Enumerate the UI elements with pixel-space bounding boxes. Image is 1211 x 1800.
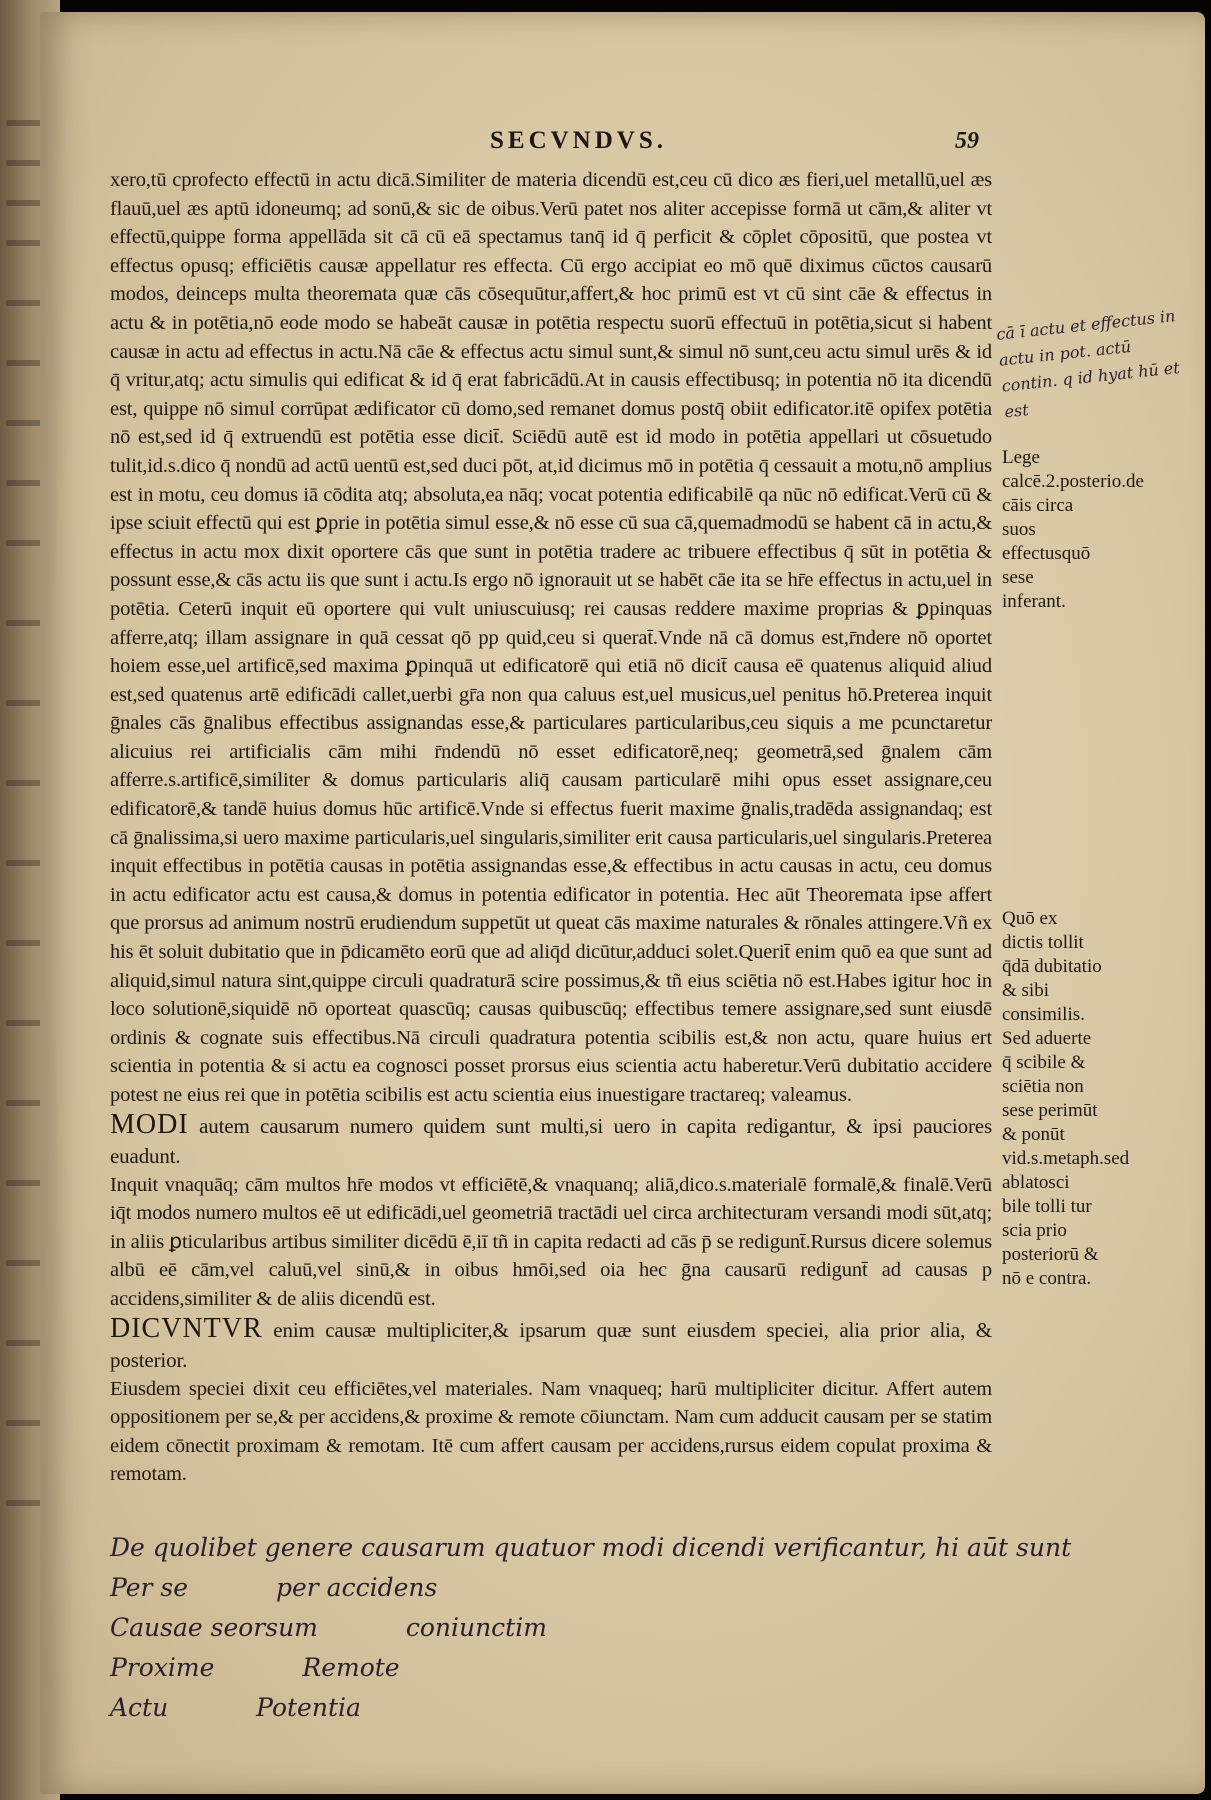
running-title: SECVNDVS. [490, 127, 668, 154]
commentary-paragraph-1: xero,tū cprofecto effectū in actu dicā.Similiter de materia dicendū est,ceu cū dico æs fieri,uel metallū,uel æs flauū,uel æs aptū idoneumq; ad sonū,& sic de oibus.Verū patet nos aliter accepisse formā ut cām,& aliter vt effectū,quippe forma appellāda sit cā cū eā spectamus tanq̄ id q̄ perficit & cōplet cōpositū, que postea vt effectus opusq; efficiētis causæ appellatur res effecta. Cū ergo accipiat eo mō quē diximus cūctos causarū modos, deinceps multa theoremata quæ cās cōsequūtur,affert,& hoc primū est vt cū sint cāe & effectus in actu & in potētia,nō eode modo se habeāt causæ in potētia respectu suorū effectuū in potētia,sicut si habent causæ in actu ad effectus in actu.Nā cāe & effectus actu simul sunt,& simul nō sunt,ceu actu simul urēs & id q̄ vritur,atq; actu simulis qui edificat & id q̄ erat fabricādū.At in causis effectibusq; in potentia nō ita dicendū est, quippe nō simul corrūpat ædificator cū domo,sed remanet domus postq̄ obiit edificator.itē opifex potētia nō est,sed id q̄ extruendū est potētia esse dicit̄. Sciēdū autē est id modo in potētia appellari ut cōsuetudo tulit,id.s.dico q̄ nondū ad actū uentū est,sed duci pōt, at,id dicimus mō in potētia q̄ cessauit a motu,nō amplius est in motu, ceu domus iā cōdita atq; absoluta,ea nāq; vocat potentia edificabilē qa nūc nō edificat.Verū cū & ipse sciuit effectū qui est ꝑprie in potētia simul esse,& nō esse cū sua cā,quemadmodū se habent cā in actu,& effectus in actu mox dixit oportere cās que sunt in potētia tradere ac tribuere effectibus q̄ sūt in potētia & possunt esse,& cās actu iis que sunt i actu.Is ergo nō ignorauit ut se habēt cāe ita se hr̄e effectus in actu,uel in potētia. Ceterū inquit eū oportere qui vult uniuscuiusq; rei causas reddere maxime proprias & ꝑpinquas afferre,atq; illam assignare in quā cessat qō pp quid,ceu si querat̄.Vnde nā cā domus est,r̄ndere nō oportet hoiem esse,uel artificē,sed maxima ꝑpinquā ut edificatorē qui etiā nō dicit̄ causa eē quatenus aliquid aliud est,sed quatenus artē edificādi callet,uerbi gr̄a non qua caluus est,uel musicus,uel penitus hō.Preterea inquit ḡnales cās ḡnalibus effectibus assignandas esse,& particulares particularibus,ceu siquis a me pcunctaretur alicuius rei artificialis cām mihi r̄ndendū nō esset edificatorē,neq; geometrā,sed ḡnalem cām afferre.s.artificē,similiter & domus particularis aliq̄ causam particularē mihi opus esset assignare,ceu edificatorē,& tandē huius domus hūc artificē.Vnde si effectus fuerit maxime ḡnalis,tradēda assignandaq; est cā ḡnalissima,si uero maxime particularis,uel singularis,similiter erit causa particularis,uel singularis.Preterea inquit effectibus in potētia causas in potētia assignandas esse,& effectibus in actu causas in actu, ceu domus in actu edificator actu est causa,& domus in potentia edificator in potentia. Hec aūt Theoremata ipse affert que prorsus ad animum nostrū erudiendum suppetūt ut queat cās maxime naturales & rōnales attingere.Vñ ex his ēt soluit dubitatio que in p̄dicamēto eorū que ad aliq̄d dicūtur,adduci solet.Querit̄ enim quō ea que sunt ad aliquid,simul natura sint,quippe circuli quadraturā scire possimus,& tñ eius sciētia nō est.Habes igitur hoc in loco solutionē,siquidē nō oporteat quascūq; causas quibuscūq; effectibus temere assignare,sed sunt eiusdē ordinis & cognate suis effectibus.Nā circuli quadratura potentia scibilis est,& non actu, quare huius ert scientia in potentia & si actu ea cognosci posset prorsus eius scientia actu haberetur.Verū dubitatio accidere potest ne eius rei que in potētia scibilis est actu scientia eius inuestigare tractareq; valeamus. [110, 169, 992, 1106]
handwritten-footer-annotation [110, 1528, 1170, 1728]
lemma-1-initial: MODI [110, 1108, 189, 1140]
main-text-block [110, 166, 992, 1489]
lemma-2 [110, 1314, 992, 1375]
lemma-2-text: enim causæ multipliciter,& ipsarum quæ sunt eiusdem speciei, alia prior alia, & posterior. [110, 1317, 992, 1372]
folio-number: 59 [955, 128, 979, 154]
commentary-paragraph-2: Inquit vnaquāq; cām multos hr̄e modos vt efficiētē,& vnaquanq; aliā,dico.s.materialē formalē,& finalē.Verū iq̄t modos numero multos eē ut edificādi,uel geometriā tractādi uel circa architecturam versandi modi sūt,atq; in aliis ꝑticularibus artibus similiter dicēdū ē,iī tñ in capita redacti ad cās p̄ se redigunt̄.Rursus dicere solemus albū eē cām,vel caluū,vel sinū,& in oibus hmōi,sed oia hec ḡna causarū redigunt̄ ad causas p accidens,similiter & de aliis dicendū est. [110, 1173, 992, 1310]
margin-note-2: Quō ex dictis tollit q̄dā dubitatio & sibi consimilis. Sed aduerte q̄ scibile & sciētia non sese perimūt & ponūt vid.s.metaph.sed ablatosci bile tolli tur scia prio posteriorū & nō e contra. [1002, 908, 1130, 1289]
lemma-1-text: autem causarum numero quidem sunt multi,si uero in capita redigantur, & ipsi pauciores euadunt. [110, 1113, 992, 1168]
running-head [40, 127, 1205, 157]
book-page [40, 12, 1205, 1794]
handwritten-row-5 [110, 1688, 1170, 1728]
handwritten-row-4 [110, 1648, 1170, 1688]
handwritten-margin-annotation: cā ī actu et effectus in actu in pot. actū contin. q id hyat hū et est [995, 306, 1181, 422]
lemma-2-initial: DICVNTVR [110, 1312, 263, 1344]
handwritten-actu: Actu [110, 1693, 169, 1722]
handwritten-row-2 [110, 1568, 1170, 1608]
handwritten-coniunctim: coniunctim [405, 1613, 547, 1642]
handwritten-per-accidens: per accidens [275, 1573, 438, 1602]
commentary-paragraph-3: Eiusdem speciei dixit ceu efficiētes,vel materiales. Nam vnaqueq; harū multipliciter dicitur. Affert autem oppositionem per se,& per accidens,& proxime & remote cōiunctam. Nam cum adducit causam per se statim eidem cōnectit proximam & remotam. Itē cum affert causam per accidens,rursus eidem copulat proxima & remotam. [110, 1377, 992, 1486]
handwritten-seorsum: Causae seorsum [110, 1613, 318, 1642]
handwritten-line-1: De quolibet genere causarum quatuor modi dicendi verificantur, hi aūt sunt [110, 1533, 1072, 1562]
handwritten-per-se: Per se [110, 1573, 189, 1602]
handwritten-row-3 [110, 1608, 1170, 1648]
handwritten-proxime: Proxime [110, 1653, 215, 1682]
handwritten-remote: Remote [302, 1653, 400, 1682]
handwritten-potentia: Potentia [256, 1693, 361, 1722]
margin-note-1: Lege calcē.2.posterio.de cāis circa suos effectusquō sese inferant. [1002, 447, 1144, 612]
lemma-1 [110, 1110, 992, 1171]
